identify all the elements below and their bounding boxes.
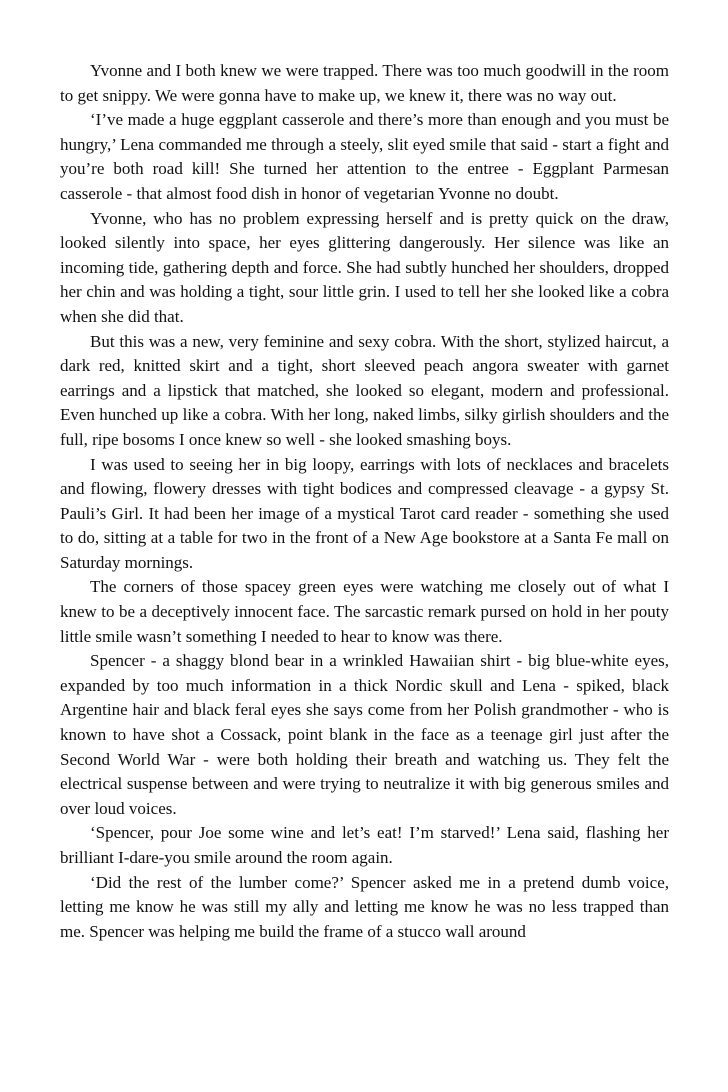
paragraph-1: Yvonne and I both knew we were trapped. There was too much goodwill in the room to get snippy. We were gonna have to make up, we knew it, there was no way out. <box>60 61 669 105</box>
paragraph-7: Spencer - a shaggy blond bear in a wrinkled Hawaiian shirt - big blue-white eyes, expanded by too much information in a thick Nordic skull and Lena - spiked, black Argentine hair and black feral eyes she says come from her Polish grandmother - who is known to have shot a Cossack, point blank in the face as a teenage girl just after the Second World War - were both holding their breath and watching us. They felt the electrical suspense between and were trying to neutralize it with big generous smiles and over loud voices. <box>60 651 669 818</box>
paragraph-9: ‘Did the rest of the lumber come?’ Spencer asked me in a pretend dumb voice, letting me know he was still my ally and letting me know he was no less trapped than me. Spencer was helping me build the frame of a stucco wall around <box>60 872 669 941</box>
paragraph-4: But this was a new, very feminine and sexy cobra. With the short, stylized haircut, a dark red, knitted skirt and a tight, short sleeved peach angora sweater with garnet earrings and a lipstick that matched, she looked so elegant, modern and professional. Even hunched up like a cobra. With her long, naked limbs, silky girlish shoulders and the full, ripe bosoms I once knew so well - she looked smashing boys. <box>60 331 669 449</box>
document-page <box>60 59 669 944</box>
paragraph-8: ‘Spencer, pour Joe some wine and let’s eat! I’m starved!’ Lena said, flashing her brilliant I-dare-you smile around the room again. <box>60 823 669 867</box>
paragraph-3: Yvonne, who has no problem expressing herself and is pretty quick on the draw, looked silently into space, her eyes glittering dangerously. Her silence was like an incoming tide, gathering depth and force. She had subtly hunched her shoulders, dropped her chin and was holding a tight, sour little grin. I used to tell her she looked like a cobra when she did that. <box>60 208 669 326</box>
paragraph-6: The corners of those spacey green eyes were watching me closely out of what I knew to be a deceptively innocent face. The sarcastic remark pursed on hold in her pouty little smile wasn’t something I needed to hear to know was there. <box>60 577 669 646</box>
paragraph-5: I was used to seeing her in big loopy, earrings with lots of necklaces and bracelets and flowing, flowery dresses with tight bodices and compressed cleavage - a gypsy St. Pauli’s Girl. It had been her image of a mystical Tarot card reader - something she used to do, sitting at a table for two in the front of a New Age bookstore at a Santa Fe mall on Saturday mornings. <box>60 454 669 572</box>
paragraph-2: ‘I’ve made a huge eggplant casserole and there’s more than enough and you must be hungry,’ Lena commanded me through a steely, slit eyed smile that said - start a fight and you’re both road kill! She turned her attention to the entree - Eggplant Parmesan casserole - that almost food dish in honor of vegetarian Yvonne no doubt. <box>60 110 669 203</box>
